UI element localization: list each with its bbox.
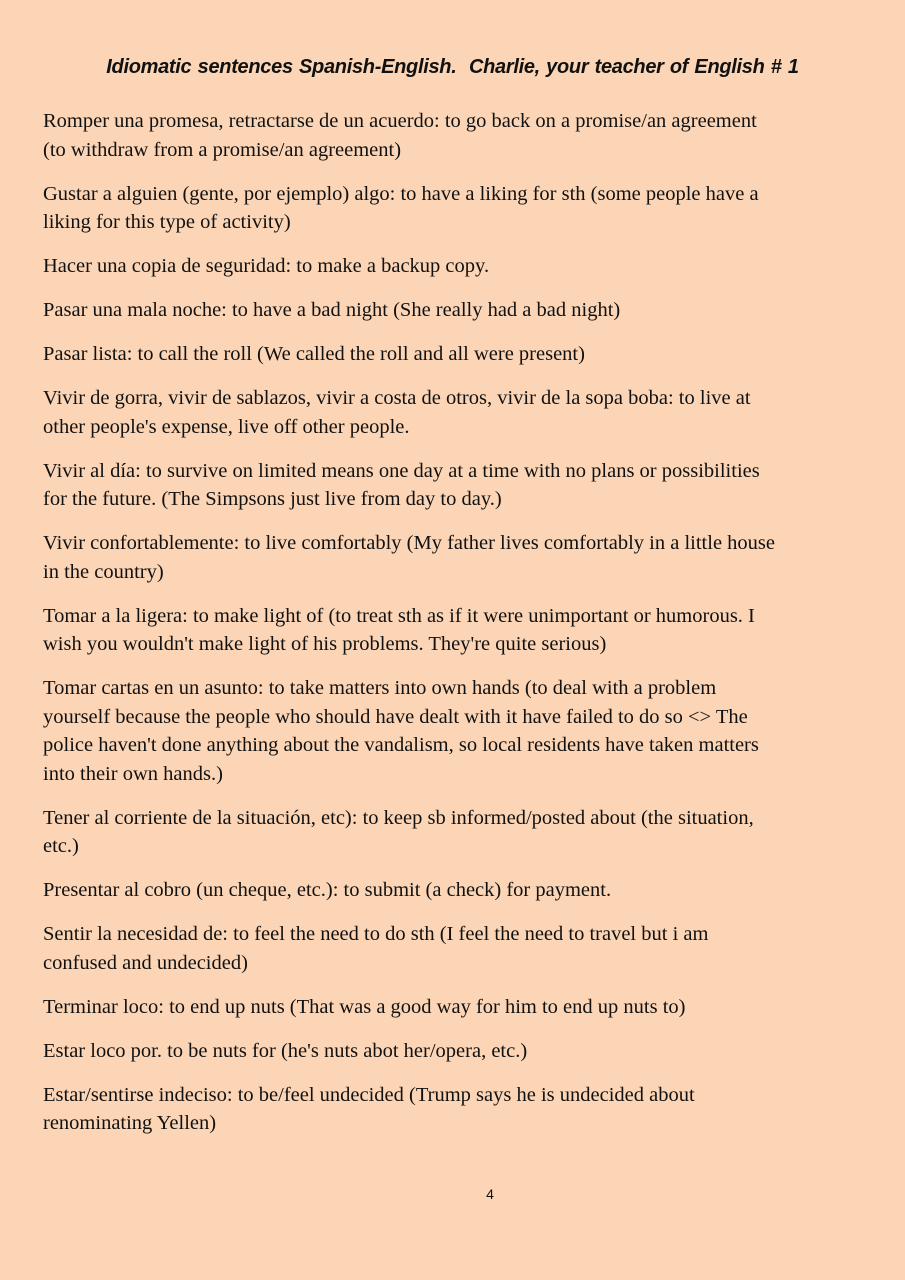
idiom-entry-line: Pasar una mala noche: to have a bad night (She really had a bad night) — [43, 299, 621, 321]
idiom-entry-line: Terminar loco: to end up nuts (That was a good way for him to end up nuts to) — [43, 995, 686, 1018]
idiom-entry-line: in the country) — [43, 560, 164, 583]
document-title: Idiomatic sentences Spanish-English. Charlie, your teacher of English # 1 — [106, 56, 799, 78]
idiom-entry-line: Pasar lista: to call the roll (We called the roll and all were present) — [43, 343, 585, 365]
idiom-entry — [43, 252, 863, 281]
idiom-entry — [43, 876, 863, 905]
idiom-entry-line: renominating Yellen) — [43, 1112, 217, 1134]
idiom-entry-line: Estar loco por. to be nuts for (he's nuts abot her/opera, etc.) — [43, 1039, 528, 1062]
idiom-entry — [43, 1037, 863, 1066]
idiom-entry-line: other people's expense, live off other people. — [43, 415, 410, 438]
idiom-entry — [43, 340, 863, 369]
idiom-entry-line: etc.) — [43, 835, 79, 857]
idiom-entry-line: confused and undecided) — [43, 951, 248, 974]
idiom-entry-line: Tener al corriente de la situación, etc): to keep sb informed/posted about (the situation, — [43, 806, 754, 829]
idiom-entry-line: liking for this type of activity) — [43, 211, 291, 233]
idiom-entry-line: Tomar cartas en un asunto: to take matters into own hands (to deal with a problem — [43, 677, 717, 699]
idiom-entry-line: Vivir al día: to survive on limited means one day at a time with no plans or possibilities — [43, 459, 760, 482]
idiom-entry-line: wish you wouldn't make light of his problems. They're quite serious) — [43, 633, 607, 655]
idiom-entry — [43, 602, 863, 659]
idiom-entry-line: Presentar al cobro (un cheque, etc.): to submit (a check) for payment. — [43, 879, 612, 901]
page-number: 4 — [486, 1186, 494, 1202]
idiom-entry — [43, 993, 863, 1022]
idiom-entry-line: Vivir de gorra, vivir de sablazos, vivir a costa de otros, vivir de la sopa boba: to live at — [43, 387, 751, 409]
idiom-entry-line: into their own hands.) — [43, 762, 223, 785]
idiom-entry-line: for the future. (The Simpsons just live from day to day.) — [43, 488, 502, 510]
idiom-entry-line: yourself because the people who should have dealt with it have failed to do so <> The — [43, 705, 748, 728]
idiom-entry-line: Estar/sentirse indeciso: to be/feel undecided (Trump says he is undecided about — [43, 1083, 695, 1106]
idiom-entry — [43, 457, 863, 514]
idiom-entry — [43, 180, 863, 237]
idiom-entry-line: Gustar a alguien (gente, por ejemplo) algo: to have a liking for sth (some people have a — [43, 182, 759, 205]
idiom-entry-line: police haven't done anything about the vandalism, so local residents have taken matters — [43, 734, 759, 756]
idiom-entry — [43, 296, 863, 325]
idiom-entry-line: (to withdraw from a promise/an agreement) — [43, 138, 402, 161]
idiom-entry-line: Vivir confortablemente: to live comfortably (My father lives comfortably in a little house — [43, 532, 775, 554]
idiom-entry-line: Sentir la necesidad de: to feel the need to do sth (I feel the need to travel but i am — [43, 923, 709, 945]
document-body — [43, 107, 863, 1153]
idiom-entry — [43, 384, 863, 441]
idiom-entry — [43, 1081, 863, 1138]
idiom-entry — [43, 920, 863, 977]
idiom-entry-line: Hacer una copia de seguridad: to make a backup copy. — [43, 255, 490, 277]
idiom-entry — [43, 529, 863, 586]
idiom-entry — [43, 674, 863, 788]
idiom-entry — [43, 107, 863, 164]
idiom-entry — [43, 804, 863, 861]
idiom-entry-line: Tomar a la ligera: to make light of (to treat sth as if it were unimportant or humorous. I — [43, 604, 755, 627]
idiom-entry-line: Romper una promesa, retractarse de un acuerdo: to go back on a promise/an agreement — [43, 110, 757, 132]
